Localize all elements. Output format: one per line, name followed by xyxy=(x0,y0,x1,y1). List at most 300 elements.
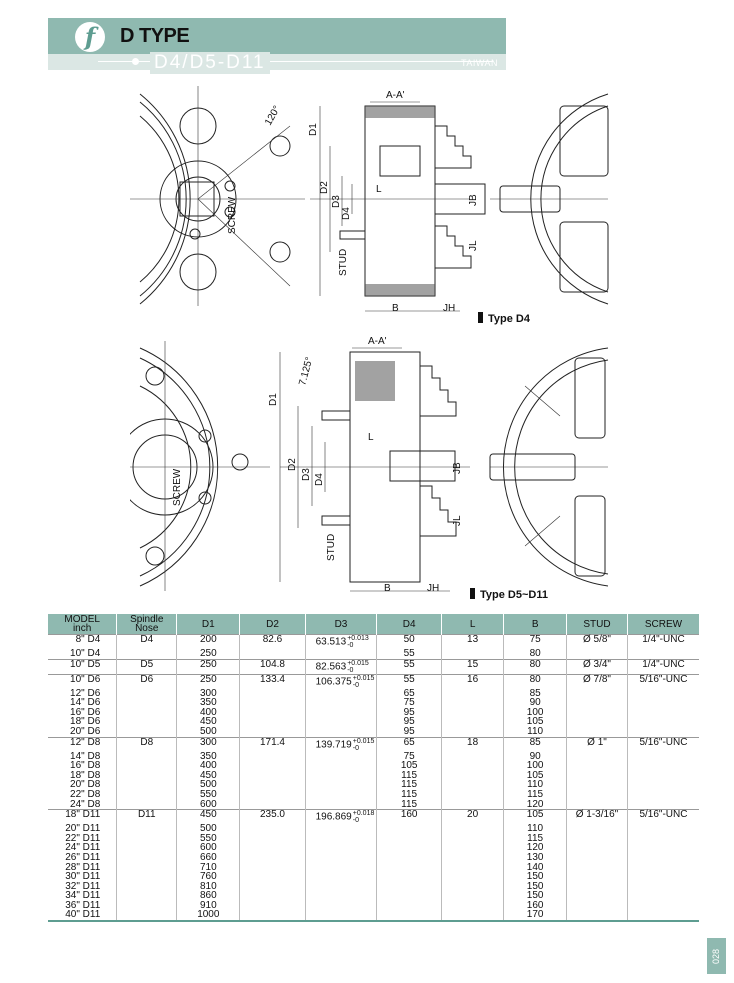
d2-cell: 82.6 xyxy=(240,635,305,650)
b-cell: 110 xyxy=(504,727,567,737)
d3-cell xyxy=(305,863,377,873)
d1-cell: 810 xyxy=(177,882,240,892)
d3-cell xyxy=(305,901,377,911)
d3-tolerance-lower: -0 xyxy=(352,681,359,689)
spindle-nose-cell xyxy=(117,752,177,762)
column-header xyxy=(377,614,442,635)
column-header-line1: B xyxy=(531,618,539,630)
d2-cell: 104.8 xyxy=(240,659,305,674)
d1-cell: 860 xyxy=(177,891,240,901)
d3-cell xyxy=(305,853,377,863)
table-row xyxy=(48,863,699,873)
stud-cell xyxy=(567,800,628,810)
stud-cell xyxy=(567,790,628,800)
d1-cell: 450 xyxy=(177,810,240,825)
stud-cell xyxy=(567,882,628,892)
d4-cell: 65 xyxy=(377,737,442,752)
model-cell: 22" D11 xyxy=(65,832,101,844)
spindle-nose-cell xyxy=(117,708,177,718)
l-cell xyxy=(441,689,503,699)
d2-cell xyxy=(240,649,305,659)
column-header-line1: D1 xyxy=(201,618,215,630)
screw-cell xyxy=(627,689,699,699)
table-row xyxy=(48,771,699,781)
b-cell: 115 xyxy=(504,790,567,800)
stud-cell xyxy=(567,780,628,790)
table-row xyxy=(48,689,699,699)
table-row xyxy=(48,891,699,901)
model-cell: 10" D5 xyxy=(48,659,117,674)
d11-jaw-view xyxy=(490,348,608,586)
d4-cell: 75 xyxy=(377,698,442,708)
d4-cell xyxy=(377,901,442,911)
d3-tolerance xyxy=(353,810,375,824)
d4-angle-label: 120° xyxy=(263,104,283,128)
b-cell: 130 xyxy=(504,853,567,863)
l-cell xyxy=(441,853,503,863)
type-d4-text: Type D4 xyxy=(488,313,530,325)
stud-cell xyxy=(567,891,628,901)
d4-cell xyxy=(377,872,442,882)
d4-section-view xyxy=(308,90,485,314)
d2-cell xyxy=(240,761,305,771)
stud-cell xyxy=(567,689,628,699)
l-cell xyxy=(441,910,503,921)
model-cell: 16" D8 xyxy=(70,760,101,772)
b-cell: 140 xyxy=(504,863,567,873)
d3-tolerance-upper: +0.013 xyxy=(347,635,369,642)
d11-dim-d1: D1 xyxy=(268,393,279,406)
d11-dim-jb: JB xyxy=(452,462,463,474)
model-cell: 24" D11 xyxy=(65,842,101,854)
spec-table xyxy=(48,614,699,922)
d4-cell xyxy=(377,843,442,853)
d3-value: 139.719 xyxy=(315,739,352,751)
table-row xyxy=(48,872,699,882)
table-row xyxy=(48,674,699,689)
table-row xyxy=(48,708,699,718)
d1-cell: 760 xyxy=(177,872,240,882)
screw-cell xyxy=(627,771,699,781)
l-cell xyxy=(441,834,503,844)
brand-logo-icon: f xyxy=(75,22,105,52)
column-header-line2: Nose xyxy=(135,623,159,634)
d1-cell: 550 xyxy=(177,790,240,800)
b-cell: 80 xyxy=(504,659,567,674)
model-cell: 22" D8 xyxy=(70,788,101,800)
model-cell: 18" D11 xyxy=(48,810,117,825)
d1-cell: 660 xyxy=(177,853,240,863)
d2-cell: 235.0 xyxy=(240,810,305,825)
screw-cell: 1/4"-UNC xyxy=(627,659,699,674)
d3-tolerance-upper: +0.015 xyxy=(352,674,375,682)
stud-cell: Ø 3/4" xyxy=(567,659,628,674)
d3-tolerance-upper: +0.015 xyxy=(347,659,369,667)
screw-cell xyxy=(627,790,699,800)
b-cell: 150 xyxy=(504,872,567,882)
page-subtitle: D4/D5-D11 xyxy=(150,52,270,74)
table-row xyxy=(48,635,699,650)
d4-dim-d1: D1 xyxy=(308,123,319,136)
d4-section-label: A-A' xyxy=(386,90,405,101)
screw-cell xyxy=(627,717,699,727)
d4-cell xyxy=(377,882,442,892)
column-header-line1: L xyxy=(469,618,476,630)
d3-cell xyxy=(305,790,377,800)
d2-cell: 171.4 xyxy=(240,737,305,752)
d4-cell: 65 xyxy=(377,689,442,699)
d1-cell: 250 xyxy=(177,649,240,659)
d11-dim-d2: D2 xyxy=(287,458,298,471)
country-label: TAIWAN xyxy=(461,58,498,68)
b-cell: 80 xyxy=(504,649,567,659)
b-cell: 85 xyxy=(504,689,567,699)
table-row xyxy=(48,843,699,853)
d1-cell: 300 xyxy=(177,689,240,699)
d1-cell: 450 xyxy=(177,771,240,781)
d2-cell xyxy=(240,771,305,781)
table-row xyxy=(48,882,699,892)
model-cell: 18" D6 xyxy=(70,716,101,728)
d11-section-view xyxy=(268,336,470,594)
column-header-line1: Spindle xyxy=(130,614,164,625)
table-row xyxy=(48,659,699,674)
model-cell: 20" D11 xyxy=(65,823,101,835)
l-cell xyxy=(441,891,503,901)
screw-cell: 5/16"-UNC xyxy=(627,674,699,689)
l-cell xyxy=(441,727,503,737)
column-header xyxy=(441,614,503,635)
d3-cell xyxy=(305,761,377,771)
d3-tolerance xyxy=(347,660,369,674)
d4-cell xyxy=(377,824,442,834)
screw-cell xyxy=(627,843,699,853)
d3-cell xyxy=(305,635,377,650)
b-cell: 80 xyxy=(504,674,567,689)
stud-cell xyxy=(567,863,628,873)
type-d11-label xyxy=(470,588,548,601)
d2-cell xyxy=(240,843,305,853)
d11-angle-label: 7.125° xyxy=(297,355,316,387)
screw-cell xyxy=(627,752,699,762)
d1-cell: 450 xyxy=(177,717,240,727)
d3-cell xyxy=(305,717,377,727)
d11-dim-d3: D3 xyxy=(301,468,312,481)
stud-cell xyxy=(567,761,628,771)
d3-cell xyxy=(305,824,377,834)
screw-cell xyxy=(627,649,699,659)
model-cell: 34" D11 xyxy=(65,890,101,902)
l-cell: 18 xyxy=(441,737,503,752)
stud-cell: Ø 7/8" xyxy=(567,674,628,689)
d3-cell xyxy=(305,708,377,718)
d4-cell: 115 xyxy=(377,790,442,800)
d4-cell: 95 xyxy=(377,717,442,727)
d3-cell xyxy=(305,843,377,853)
column-header-line1: D4 xyxy=(402,618,416,630)
column-header xyxy=(627,614,699,635)
d4-dim-b: B xyxy=(392,303,399,314)
screw-cell xyxy=(627,727,699,737)
l-cell xyxy=(441,800,503,810)
l-cell xyxy=(441,824,503,834)
l-cell xyxy=(441,780,503,790)
d3-cell xyxy=(305,737,377,752)
d4-cell: 115 xyxy=(377,780,442,790)
model-cell: 12" D6 xyxy=(70,687,101,699)
d3-value: 106.375 xyxy=(315,676,352,688)
screw-cell xyxy=(627,834,699,844)
screw-cell xyxy=(627,910,699,921)
spindle-nose-cell xyxy=(117,761,177,771)
spindle-nose-cell xyxy=(117,727,177,737)
table-row xyxy=(48,717,699,727)
table-row xyxy=(48,824,699,834)
spindle-nose-cell xyxy=(117,901,177,911)
d11-dim-jh: JH xyxy=(427,583,440,594)
l-cell xyxy=(441,708,503,718)
model-cell: 10" D6 xyxy=(48,674,117,689)
d3-cell xyxy=(305,752,377,762)
b-cell: 115 xyxy=(504,834,567,844)
d1-cell: 500 xyxy=(177,824,240,834)
d1-cell: 600 xyxy=(177,800,240,810)
d3-tolerance-upper: +0.015 xyxy=(352,737,375,745)
column-header xyxy=(177,614,240,635)
stud-cell xyxy=(567,834,628,844)
spindle-nose-cell xyxy=(117,649,177,659)
d4-dim-d3: D3 xyxy=(331,195,342,208)
d2-cell xyxy=(240,708,305,718)
d3-cell xyxy=(305,882,377,892)
d3-cell xyxy=(305,727,377,737)
d2-cell xyxy=(240,901,305,911)
spindle-nose-cell xyxy=(117,910,177,921)
column-header xyxy=(305,614,377,635)
screw-cell: 5/16"-UNC xyxy=(627,737,699,752)
d1-cell: 350 xyxy=(177,752,240,762)
spindle-nose-cell xyxy=(117,863,177,873)
d1-cell: 550 xyxy=(177,834,240,844)
d2-cell: 133.4 xyxy=(240,674,305,689)
d4-dim-jh: JH xyxy=(443,303,456,314)
model-cell: 20" D8 xyxy=(70,779,101,791)
d3-cell xyxy=(305,834,377,844)
l-cell xyxy=(441,863,503,873)
column-header-line1: D3 xyxy=(334,618,348,630)
d2-cell xyxy=(240,863,305,873)
screw-cell xyxy=(627,853,699,863)
b-cell: 85 xyxy=(504,737,567,752)
d11-front-view xyxy=(130,341,270,591)
screw-cell xyxy=(627,901,699,911)
stud-cell xyxy=(567,649,628,659)
l-cell xyxy=(441,882,503,892)
spindle-nose-cell xyxy=(117,824,177,834)
d4-cell: 95 xyxy=(377,708,442,718)
screw-cell xyxy=(627,708,699,718)
table-row xyxy=(48,761,699,771)
b-cell: 150 xyxy=(504,891,567,901)
spindle-nose-cell xyxy=(117,689,177,699)
column-header xyxy=(240,614,305,635)
table-row xyxy=(48,910,699,921)
d3-cell xyxy=(305,698,377,708)
page-number: 028 xyxy=(707,938,726,974)
d11-section-label: A-A' xyxy=(368,336,387,347)
d11-screw-label: SCREW xyxy=(172,468,183,506)
column-header-line1: STUD xyxy=(583,618,611,630)
l-cell: 20 xyxy=(441,810,503,825)
column-header-line1: D2 xyxy=(266,618,279,630)
model-cell: 14" D6 xyxy=(70,697,101,709)
table-row xyxy=(48,790,699,800)
l-cell: 16 xyxy=(441,674,503,689)
d1-cell: 300 xyxy=(177,737,240,752)
page-title: D TYPE xyxy=(120,25,190,47)
l-cell: 13 xyxy=(441,635,503,650)
model-cell: 28" D11 xyxy=(65,861,101,873)
d4-cell: 160 xyxy=(377,810,442,825)
d4-screw-label: SCREW xyxy=(227,196,238,234)
d2-cell xyxy=(240,824,305,834)
stud-cell xyxy=(567,771,628,781)
type-d4-label xyxy=(478,312,530,325)
d3-cell xyxy=(305,800,377,810)
stud-cell: Ø 5/8" xyxy=(567,635,628,650)
screw-cell xyxy=(627,891,699,901)
d4-cell xyxy=(377,863,442,873)
stud-cell: Ø 1" xyxy=(567,737,628,752)
b-cell: 110 xyxy=(504,824,567,834)
b-cell: 120 xyxy=(504,800,567,810)
spindle-nose-cell xyxy=(117,843,177,853)
d2-cell xyxy=(240,752,305,762)
l-cell xyxy=(441,649,503,659)
stud-cell: Ø 1-3/16" xyxy=(567,810,628,825)
d3-cell xyxy=(305,659,377,674)
l-cell xyxy=(441,717,503,727)
d3-tolerance-lower: -0 xyxy=(352,817,359,825)
d4-cell xyxy=(377,853,442,863)
stud-cell xyxy=(567,910,628,921)
spindle-nose-cell: D4 xyxy=(117,635,177,650)
l-cell xyxy=(441,698,503,708)
l-cell xyxy=(441,761,503,771)
model-cell: 8" D4 xyxy=(48,635,117,650)
d4-cell: 50 xyxy=(377,635,442,650)
stud-cell xyxy=(567,708,628,718)
l-cell xyxy=(441,872,503,882)
l-cell: 15 xyxy=(441,659,503,674)
d1-cell: 400 xyxy=(177,761,240,771)
d2-cell xyxy=(240,800,305,810)
d1-cell: 600 xyxy=(177,843,240,853)
d3-tolerance-lower: -0 xyxy=(347,642,354,649)
table-row xyxy=(48,901,699,911)
column-header xyxy=(117,614,177,635)
b-cell: 75 xyxy=(504,635,567,650)
d3-cell xyxy=(305,674,377,689)
d1-cell: 1000 xyxy=(177,910,240,921)
d1-cell: 500 xyxy=(177,780,240,790)
d4-cell: 55 xyxy=(377,674,442,689)
b-cell: 150 xyxy=(504,882,567,892)
d1-cell: 250 xyxy=(177,674,240,689)
column-header xyxy=(567,614,628,635)
b-cell: 100 xyxy=(504,708,567,718)
b-cell: 105 xyxy=(504,810,567,825)
spindle-nose-cell: D5 xyxy=(117,659,177,674)
screw-cell xyxy=(627,872,699,882)
d1-cell: 910 xyxy=(177,901,240,911)
column-header-line1: SCREW xyxy=(644,618,683,630)
table-row xyxy=(48,780,699,790)
d4-dim-d4: D4 xyxy=(341,207,352,220)
screw-cell: 1/4"-UNC xyxy=(627,635,699,650)
screw-cell: 5/16"-UNC xyxy=(627,810,699,825)
d11-dim-b: B xyxy=(384,583,391,594)
spindle-nose-cell xyxy=(117,698,177,708)
d1-cell: 500 xyxy=(177,727,240,737)
model-cell: 20" D6 xyxy=(70,725,101,737)
model-cell: 12" D8 xyxy=(48,737,117,752)
spindle-nose-cell xyxy=(117,882,177,892)
d1-cell: 200 xyxy=(177,635,240,650)
stud-cell xyxy=(567,843,628,853)
d3-value: 82.563 xyxy=(315,661,347,673)
table-row xyxy=(48,752,699,762)
spindle-nose-cell xyxy=(117,780,177,790)
d3-tolerance-lower: -0 xyxy=(347,666,354,674)
b-cell: 90 xyxy=(504,752,567,762)
d4-cell: 75 xyxy=(377,752,442,762)
header-rule-dot xyxy=(132,58,139,65)
spindle-nose-cell: D11 xyxy=(117,810,177,825)
d4-cell: 55 xyxy=(377,659,442,674)
header-top-bar xyxy=(48,18,506,54)
d4-dim-l: L xyxy=(376,184,382,195)
column-header-line2: inch xyxy=(72,623,92,634)
b-cell: 110 xyxy=(504,780,567,790)
d2-cell xyxy=(240,717,305,727)
table-row xyxy=(48,853,699,863)
b-cell: 120 xyxy=(504,843,567,853)
model-cell: 32" D11 xyxy=(65,880,101,892)
spindle-nose-cell xyxy=(117,853,177,863)
table-row xyxy=(48,737,699,752)
model-cell: 16" D6 xyxy=(70,706,101,718)
stud-cell xyxy=(567,698,628,708)
spindle-nose-cell: D6 xyxy=(117,674,177,689)
d4-cell: 105 xyxy=(377,761,442,771)
d2-cell xyxy=(240,834,305,844)
spindle-nose-cell xyxy=(117,891,177,901)
stud-cell xyxy=(567,717,628,727)
d4-dim-jb: JB xyxy=(468,194,479,206)
b-cell: 90 xyxy=(504,698,567,708)
d3-cell xyxy=(305,872,377,882)
l-cell xyxy=(441,843,503,853)
spindle-nose-cell xyxy=(117,800,177,810)
stud-cell xyxy=(567,824,628,834)
screw-cell xyxy=(627,780,699,790)
d2-cell xyxy=(240,891,305,901)
column-header xyxy=(504,614,567,635)
model-cell: 24" D8 xyxy=(70,798,101,810)
d2-cell xyxy=(240,698,305,708)
d3-cell xyxy=(305,810,377,825)
